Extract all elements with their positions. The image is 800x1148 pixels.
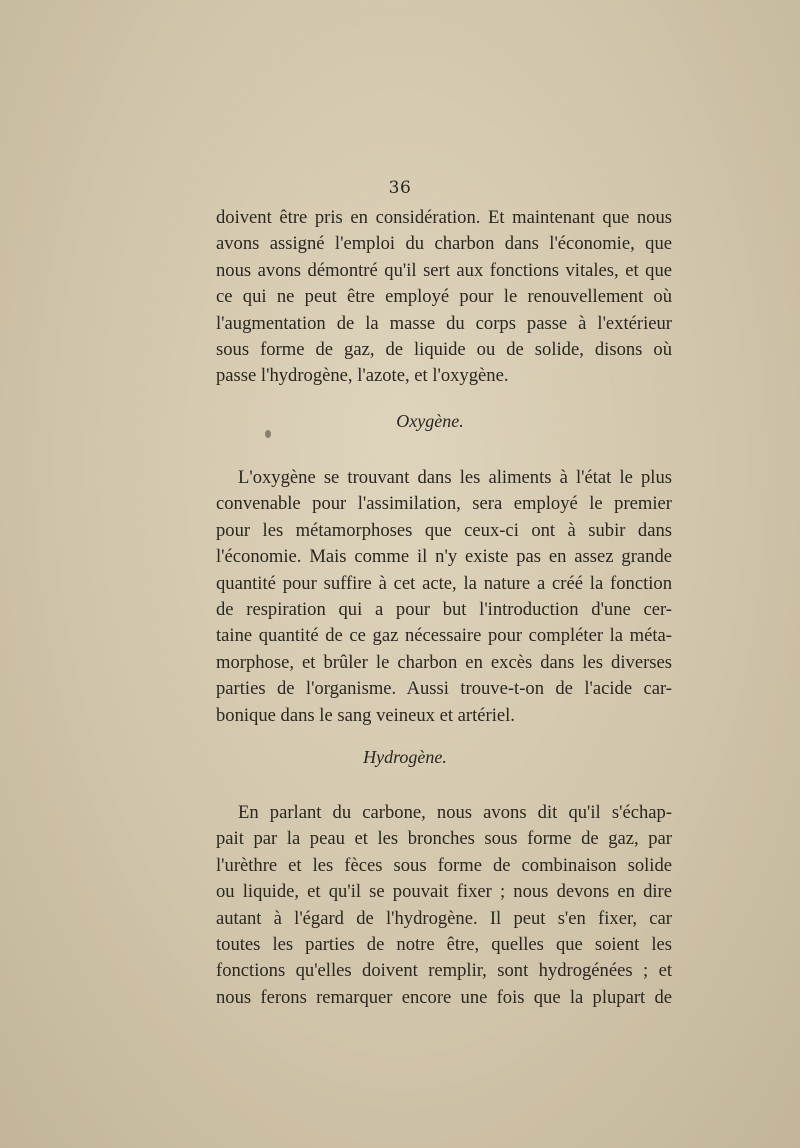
text-line: taine quantité de ce gaz nécessaire pour compléter la méta-	[216, 625, 672, 647]
text-line: autant à l'égard de l'hydrogène. Il peut s'en fixer, car	[216, 907, 672, 929]
text-line: l'urèthre et les fèces sous forme de combinaison solide	[216, 854, 672, 876]
text-line: ce qui ne peut être employé pour le renouvellement où	[216, 286, 672, 308]
text-line: toutes les parties de notre être, quelles que soient les	[216, 934, 672, 956]
text-line: sous forme de gaz, de liquide ou de solide, disons où	[216, 339, 672, 361]
section-heading-hydrogene: Hydrogène.	[363, 747, 447, 767]
text-line: L'oxygène se trouvant dans les aliments à l'état le plus	[238, 467, 672, 488]
section-heading-oxygene: Oxygène.	[396, 411, 464, 431]
text-line: doivent être pris en considération. Et maintenant que nous	[216, 207, 672, 228]
text-line: bonique dans le sang veineux et artériel.	[216, 704, 515, 726]
text-line: pour les métamorphoses que ceux-ci ont à subir dans	[216, 519, 672, 541]
text-line: pait par la peau et les bronches sous forme de gaz, par	[216, 828, 672, 850]
text-line: ou liquide, et qu'il se pouvait fixer ; nous devons en dire	[216, 881, 672, 903]
intro-paragraph	[216, 205, 672, 390]
text-line: nous ferons remarquer encore une fois que la plupart de	[216, 986, 672, 1008]
text-line: En parlant du carbone, nous avons dit qu'il s'échap-	[238, 802, 672, 823]
text-line: l'économie. Mais comme il n'y existe pas en assez grande	[216, 546, 672, 568]
oxygene-paragraph	[216, 465, 672, 729]
text-line: morphose, et brûler le charbon en excès dans les diverses	[216, 651, 672, 673]
page-number: 36	[388, 178, 412, 198]
hydrogene-paragraph	[216, 800, 672, 1011]
text-line: fonctions qu'elles doivent remplir, sont hydrogénées ; et	[216, 960, 672, 982]
text-line: convenable pour l'assimilation, sera employé le premier	[216, 493, 672, 515]
text-line: parties de l'organisme. Aussi trouve-t-on de l'acide car-	[216, 678, 672, 700]
text-line: passe l'hydrogène, l'azote, et l'oxygène.	[216, 365, 509, 387]
text-line: avons assigné l'emploi du charbon dans l'économie, que	[216, 233, 672, 255]
text-line: quantité pour suffire à cet acte, la nature a créé la fonction	[216, 572, 672, 594]
ink-speck-icon	[265, 430, 271, 438]
text-line: l'augmentation de la masse du corps passe à l'extérieur	[216, 312, 672, 334]
text-line: nous avons démontré qu'il sert aux fonctions vitales, et que	[216, 259, 672, 281]
text-line: de respiration qui a pour but l'introduction d'une cer-	[216, 599, 672, 621]
